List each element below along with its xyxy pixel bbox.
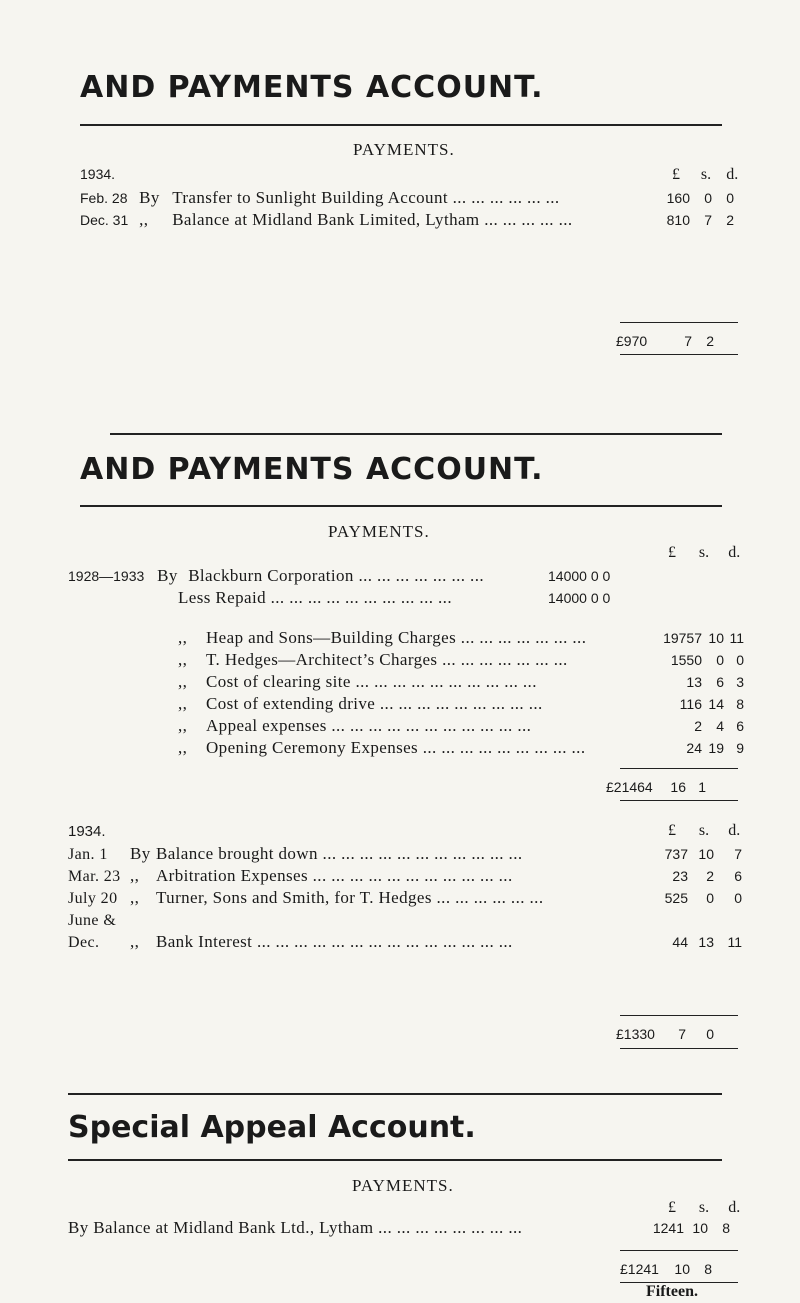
section2-row-amount bbox=[656, 696, 744, 712]
section3-row bbox=[68, 888, 543, 908]
shillings: 10 bbox=[698, 846, 714, 862]
total-pence: 1 bbox=[698, 779, 706, 795]
section3-row-amount bbox=[656, 846, 742, 862]
total-shillings: 7 bbox=[678, 1026, 686, 1042]
shillings: 0 bbox=[704, 190, 712, 206]
section4-title-rule bbox=[68, 1159, 722, 1161]
shillings: 0 bbox=[706, 890, 714, 906]
section2-total-top-rule bbox=[620, 768, 738, 769]
row-description: Balance brought down ... ... ... ... ... ... ... ... ... ... ... bbox=[156, 844, 523, 863]
row-prefix: ,, bbox=[178, 650, 188, 669]
total-shillings: 7 bbox=[684, 333, 692, 349]
section2-row bbox=[178, 672, 537, 692]
section1-subtitle: PAYMENTS. bbox=[353, 140, 455, 159]
section1-currency-header bbox=[650, 164, 740, 184]
section4-row-amount bbox=[648, 1220, 730, 1236]
section1-row bbox=[80, 188, 560, 208]
pounds: 810 bbox=[666, 212, 690, 228]
shillings: 0 bbox=[716, 652, 724, 668]
pence: 6 bbox=[736, 718, 744, 734]
row-description: Appeal expenses ... ... ... ... ... ... ... ... ... ... ... bbox=[206, 716, 532, 735]
pence-header: d. bbox=[728, 1199, 741, 1216]
section3-row-amount bbox=[656, 868, 742, 884]
section2-row-amount bbox=[656, 718, 744, 734]
section3-row bbox=[68, 910, 156, 930]
pence: 8 bbox=[736, 696, 744, 712]
pounds: 737 bbox=[664, 846, 688, 862]
section4-total bbox=[620, 1261, 712, 1277]
shillings: 19 bbox=[708, 740, 724, 756]
section3-row-amount bbox=[656, 934, 742, 950]
pence-header: d. bbox=[726, 166, 739, 183]
section3-row bbox=[68, 844, 523, 864]
section1-row bbox=[80, 210, 573, 230]
section2-row-amount bbox=[656, 674, 744, 690]
pounds-header: £ bbox=[668, 822, 676, 839]
pounds: 44 bbox=[672, 934, 688, 950]
section1-row-amount bbox=[660, 212, 734, 228]
row-description: Heap and Sons—Building Charges ... ... ... ... ... ... ... bbox=[206, 628, 587, 647]
pence-header: d. bbox=[728, 544, 741, 561]
pounds: 24 bbox=[686, 740, 702, 756]
pence: 0 bbox=[736, 652, 744, 668]
row-description: Cost of extending drive ... ... ... ... ... ... ... ... ... bbox=[206, 694, 543, 713]
section4-total-top-rule bbox=[620, 1250, 738, 1251]
section2-total bbox=[606, 779, 706, 795]
row-prefix: By bbox=[139, 188, 160, 207]
section3-total-bottom-rule bbox=[620, 1048, 738, 1049]
row-description: T. Hedges—Architect’s Charges ... ... ... ... ... ... ... bbox=[206, 650, 568, 669]
section2-row-amount bbox=[656, 630, 744, 646]
row-date: 1928—1933 bbox=[68, 568, 145, 584]
section3-year: 1934. bbox=[68, 823, 106, 840]
total-pounds: £1241 bbox=[620, 1261, 659, 1277]
total-pence: 2 bbox=[706, 333, 714, 349]
section1-year: 1934. bbox=[80, 166, 116, 182]
shillings-header: s. bbox=[698, 544, 710, 561]
section3-row-amount bbox=[656, 890, 742, 906]
row-date: June & bbox=[68, 912, 117, 929]
section2-title: AND PAYMENTS ACCOUNT. bbox=[80, 452, 544, 487]
pounds: 116 bbox=[679, 696, 702, 712]
row-date: Jan. 1 bbox=[68, 846, 108, 863]
total-shillings: 16 bbox=[670, 779, 686, 795]
pounds: 160 bbox=[666, 190, 690, 206]
section1-total-bottom-rule bbox=[620, 354, 738, 355]
section3-row bbox=[68, 932, 513, 952]
row-prefix: ,, bbox=[178, 672, 188, 691]
pence: 0 bbox=[734, 890, 742, 906]
row-prefix: By bbox=[130, 844, 151, 863]
section2-row bbox=[178, 628, 586, 648]
row-prefix: ,, bbox=[130, 866, 140, 885]
shillings: 6 bbox=[716, 674, 724, 690]
total-pence: 0 bbox=[706, 1026, 714, 1042]
row-date: Dec. bbox=[68, 934, 100, 951]
pounds: 19757 bbox=[663, 630, 702, 646]
row-description: Balance at Midland Bank Limited, Lytham ... ... ... ... ... bbox=[172, 210, 573, 229]
pounds: 2 bbox=[694, 718, 702, 734]
section1-title-rule bbox=[80, 124, 722, 126]
total-pounds: £21464 bbox=[606, 779, 653, 795]
section2-total-bottom-rule bbox=[620, 800, 738, 801]
shillings: 7 bbox=[704, 212, 712, 228]
row-prefix: By bbox=[157, 566, 178, 585]
section2-row bbox=[178, 716, 531, 736]
repaid-row-description: Less Repaid ... ... ... ... ... ... ... ... ... ... bbox=[178, 588, 452, 607]
corp-amount: 14000 0 0 bbox=[548, 568, 611, 584]
section4-currency-header bbox=[650, 1197, 750, 1217]
shillings: 2 bbox=[706, 868, 714, 884]
pence: 11 bbox=[727, 934, 742, 950]
pence: 11 bbox=[729, 630, 744, 646]
repaid-amount: 14000 0 0 bbox=[548, 590, 611, 606]
row-prefix: ,, bbox=[178, 694, 188, 713]
row-date: Dec. 31 bbox=[80, 212, 129, 228]
section4-subtitle: PAYMENTS. bbox=[352, 1176, 454, 1195]
section1-row-amount bbox=[660, 190, 734, 206]
shillings-header: s. bbox=[698, 1199, 710, 1216]
pounds-header: £ bbox=[668, 544, 676, 561]
pence: 3 bbox=[736, 674, 744, 690]
section1-title: AND PAYMENTS ACCOUNT. bbox=[80, 70, 544, 105]
section1-end-rule bbox=[110, 433, 722, 435]
section1-total bbox=[616, 333, 714, 349]
pounds: 1550 bbox=[670, 652, 702, 668]
row-prefix: ,, bbox=[130, 888, 140, 907]
row-prefix: ,, bbox=[178, 628, 188, 647]
pence: 0 bbox=[726, 190, 734, 206]
row-date: Feb. 28 bbox=[80, 190, 128, 206]
pounds-header: £ bbox=[672, 166, 680, 183]
section2-row bbox=[178, 694, 543, 714]
section3-end-rule bbox=[68, 1093, 722, 1095]
row-description: Cost of clearing site ... ... ... ... ... ... ... ... ... ... bbox=[206, 672, 537, 691]
row-description: Bank Interest ... ... ... ... ... ... ... ... ... ... ... ... ... ... bbox=[156, 932, 513, 951]
section3-total-top-rule bbox=[620, 1015, 738, 1016]
row-description: Turner, Sons and Smith, for T. Hedges ... ... ... ... ... ... bbox=[156, 888, 544, 907]
row-prefix: ,, bbox=[139, 210, 149, 229]
row-description: Opening Ceremony Expenses ... ... ... ... ... ... ... ... ... bbox=[206, 738, 586, 757]
row-description: Transfer to Sunlight Building Account ... ... ... ... ... ... bbox=[172, 188, 560, 207]
pence: 2 bbox=[726, 212, 734, 228]
row-date: Mar. 23 bbox=[68, 868, 121, 885]
section2-subtitle: PAYMENTS. bbox=[328, 522, 430, 541]
pounds-header: £ bbox=[668, 1199, 676, 1216]
row-description: Arbitration Expenses ... ... ... ... ... ... ... ... ... ... ... bbox=[156, 866, 513, 885]
pence: 6 bbox=[734, 868, 742, 884]
section2-row bbox=[178, 738, 585, 758]
shillings: 10 bbox=[692, 1220, 708, 1236]
section3-row bbox=[68, 866, 513, 886]
total-pounds: £970 bbox=[616, 333, 648, 349]
row-prefix: ,, bbox=[178, 738, 188, 757]
total-shillings: 10 bbox=[674, 1261, 690, 1277]
total-pounds: £1330 bbox=[616, 1026, 655, 1042]
row-date: July 20 bbox=[68, 890, 118, 907]
section2-corp-row bbox=[68, 566, 484, 586]
pounds: 525 bbox=[664, 890, 688, 906]
pence-header: d. bbox=[728, 822, 741, 839]
row-prefix: ,, bbox=[130, 932, 140, 951]
row-description: Blackburn Corporation ... ... ... ... ... ... ... bbox=[188, 566, 485, 585]
section2-row-amount bbox=[656, 652, 744, 668]
pence: 9 bbox=[736, 740, 744, 756]
section3-currency-header bbox=[650, 820, 750, 840]
section2-row bbox=[178, 650, 568, 670]
pounds: 23 bbox=[672, 868, 688, 884]
section4-title: Special Appeal Account. bbox=[68, 1110, 476, 1145]
section2-currency-header bbox=[650, 542, 750, 562]
shillings-header: s. bbox=[700, 166, 712, 183]
section3-total bbox=[616, 1026, 714, 1042]
section4-row-description: By Balance at Midland Bank Ltd., Lytham ... ... ... ... ... ... ... ... bbox=[68, 1218, 523, 1237]
shillings: 10 bbox=[708, 630, 724, 646]
pence: 7 bbox=[734, 846, 742, 862]
section1-total-top-rule bbox=[620, 322, 738, 323]
page-label: Fifteen. bbox=[646, 1283, 698, 1300]
pounds: 13 bbox=[686, 674, 702, 690]
shillings: 14 bbox=[708, 696, 724, 712]
row-prefix: ,, bbox=[178, 716, 188, 735]
total-pence: 8 bbox=[704, 1261, 712, 1277]
section2-row-amount bbox=[656, 740, 744, 756]
pounds: 1241 bbox=[652, 1220, 684, 1236]
pence: 8 bbox=[722, 1220, 730, 1236]
shillings: 13 bbox=[698, 934, 714, 950]
shillings: 4 bbox=[716, 718, 724, 734]
shillings-header: s. bbox=[698, 822, 710, 839]
section2-title-rule bbox=[80, 505, 722, 507]
